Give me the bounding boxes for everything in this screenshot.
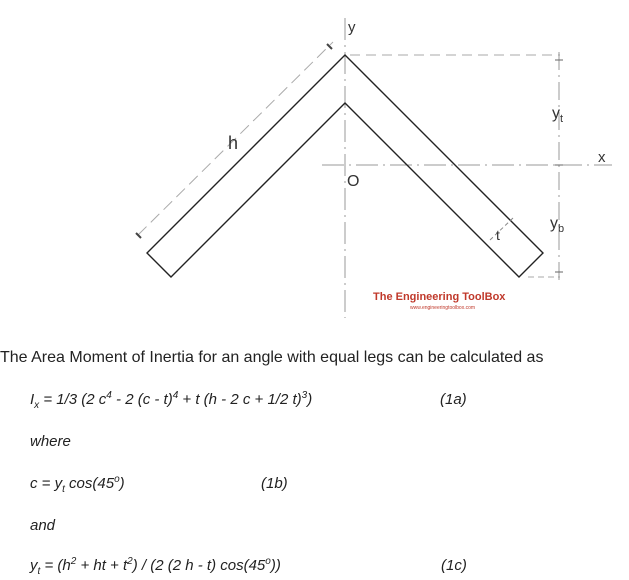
equation-1a: $I_x = 1/3$ (2 $c^4 - 2$ (c - t)$^4$ + t (h - 2 c + 1/2 t)$^3$) <box>30 390 313 411</box>
yt-label: $y_t$ <box>552 105 564 125</box>
y-axis-label: y <box>348 19 356 36</box>
and-text: and <box>30 517 56 534</box>
x-axis-label: x <box>598 149 606 166</box>
t-dimension-line <box>490 218 513 240</box>
t-label: t <box>496 227 500 243</box>
watermark-title: The Engineering ToolBox <box>373 291 506 303</box>
yb-label: $y_b$ <box>550 215 565 235</box>
equation-1c-tag: (1c) <box>441 557 467 574</box>
intro-text: The Area Moment of Inertia for an angle with equal legs can be calculated as <box>0 349 544 366</box>
h-label: h <box>228 133 239 153</box>
origin-label: O <box>347 173 360 190</box>
equation-1b-tag: (1b) <box>261 475 288 492</box>
where-text: where <box>30 433 71 450</box>
equation-1a-tag: (1a) <box>440 391 467 408</box>
equation-1c: $y_t = (h^2$ + ht + $t^2) / (2$ (2 h - t) cos(45$^o$)) <box>30 556 281 577</box>
equation-1b: $c = y_t$ cos(45$^o$) <box>30 474 125 495</box>
watermark-url: www.engineeringtoolbox.com <box>410 305 476 311</box>
